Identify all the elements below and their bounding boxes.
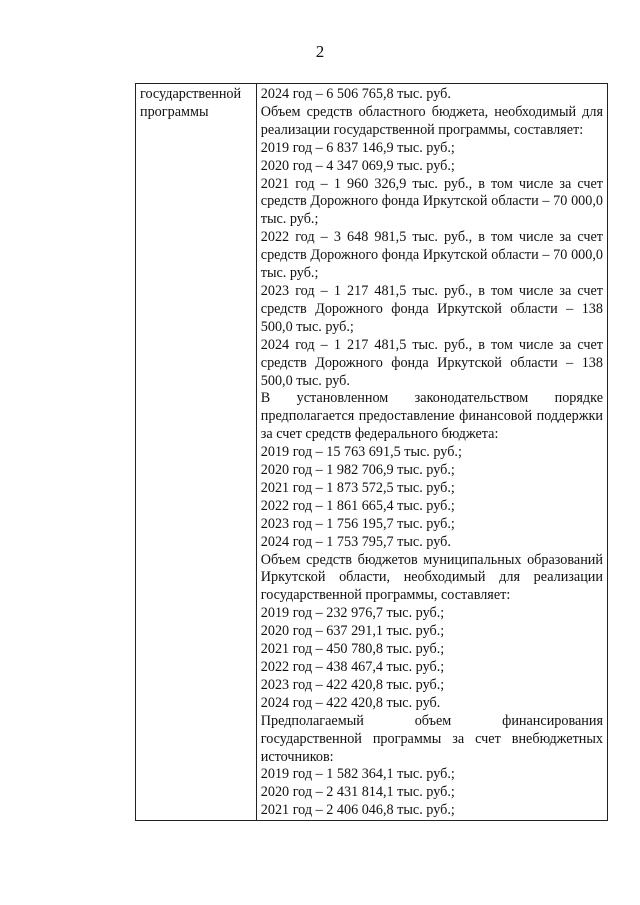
funding-paragraph: 2021 год – 2 406 046,8 тыс. руб.; — [260, 802, 455, 819]
funding-paragraph: 2019 год – 15 763 691,5 тыс. руб.; — [260, 444, 462, 461]
funding-paragraph: 2021 год – 1 960 326,9 тыс. руб., в том числе за счет средств Дорожного фонда Иркутской области – 70 000,0 тыс. руб.; — [260, 175, 603, 228]
funding-paragraph: 2020 год – 1 982 706,9 тыс. руб.; — [260, 462, 455, 479]
funding-paragraph: 2020 год – 4 347 069,9 тыс. руб.; — [260, 157, 455, 174]
funding-paragraph: 2023 год – 1 217 481,5 тыс. руб., в том числе за счет средств Дорожного фонда Иркутской области – 138 500,0 тыс. руб.; — [260, 282, 603, 335]
funding-paragraph: Объем средств бюджетов муниципальных образований Иркутской области, необходимый для реализации государственной программы, составляет: — [260, 551, 603, 604]
funding-paragraph: В установленном законодательством порядке предполагается предоставление финансовой поддержки за счет средств федерального бюджета: — [260, 390, 603, 443]
funding-paragraph: Объем средств областного бюджета, необходимый для реализации государственной программы, составляет: — [260, 103, 603, 138]
funding-paragraph: 2020 год – 2 431 814,1 тыс. руб.; — [260, 784, 455, 801]
funding-paragraph: 2019 год – 6 837 146,9 тыс. руб.; — [260, 139, 455, 156]
funding-paragraph: 2019 год – 232 976,7 тыс. руб.; — [260, 605, 445, 622]
funding-paragraph: 2022 год – 3 648 981,5 тыс. руб., в том числе за счет средств Дорожного фонда Иркутской области – 70 000,0 тыс. руб.; — [260, 229, 603, 282]
funding-paragraph: 2022 год – 1 861 665,4 тыс. руб.; — [260, 497, 455, 514]
funding-paragraph: Предполагаемый объем финансирования государственной программы за счет внебюджетных источников: — [260, 712, 603, 765]
funding-paragraph: 2024 год – 1 217 481,5 тыс. руб., в том числе за счет средств Дорожного фонда Иркутской области – 138 500,0 тыс. руб. — [260, 336, 603, 389]
funding-paragraph: 2023 год – 1 756 195,7 тыс. руб.; — [260, 515, 455, 532]
funding-paragraph: 2024 год – 422 420,8 тыс. руб. — [260, 694, 441, 711]
table-row — [136, 84, 608, 821]
left-cell-line: государственной — [140, 86, 242, 102]
funding-paragraph: 2021 год – 450 780,8 тыс. руб.; — [260, 641, 445, 658]
page-number: 2 — [315, 42, 325, 61]
funding-paragraph: 2019 год – 1 582 364,1 тыс. руб.; — [260, 766, 455, 783]
funding-paragraph: 2020 год – 637 291,1 тыс. руб.; — [260, 623, 445, 640]
funding-paragraph: 2024 год – 6 506 765,8 тыс. руб. — [260, 86, 451, 102]
funding-paragraph: 2022 год – 438 467,4 тыс. руб.; — [260, 659, 445, 675]
program-passport-table — [135, 83, 608, 821]
funding-paragraph: 2024 год – 1 753 795,7 тыс. руб. — [260, 533, 451, 550]
left-cell — [136, 84, 257, 821]
funding-paragraph: 2021 год – 1 873 572,5 тыс. руб.; — [260, 479, 455, 496]
funding-paragraph: 2023 год – 422 420,8 тыс. руб.; — [260, 676, 445, 693]
right-cell — [256, 84, 607, 821]
left-cell-line: программы — [140, 103, 209, 120]
